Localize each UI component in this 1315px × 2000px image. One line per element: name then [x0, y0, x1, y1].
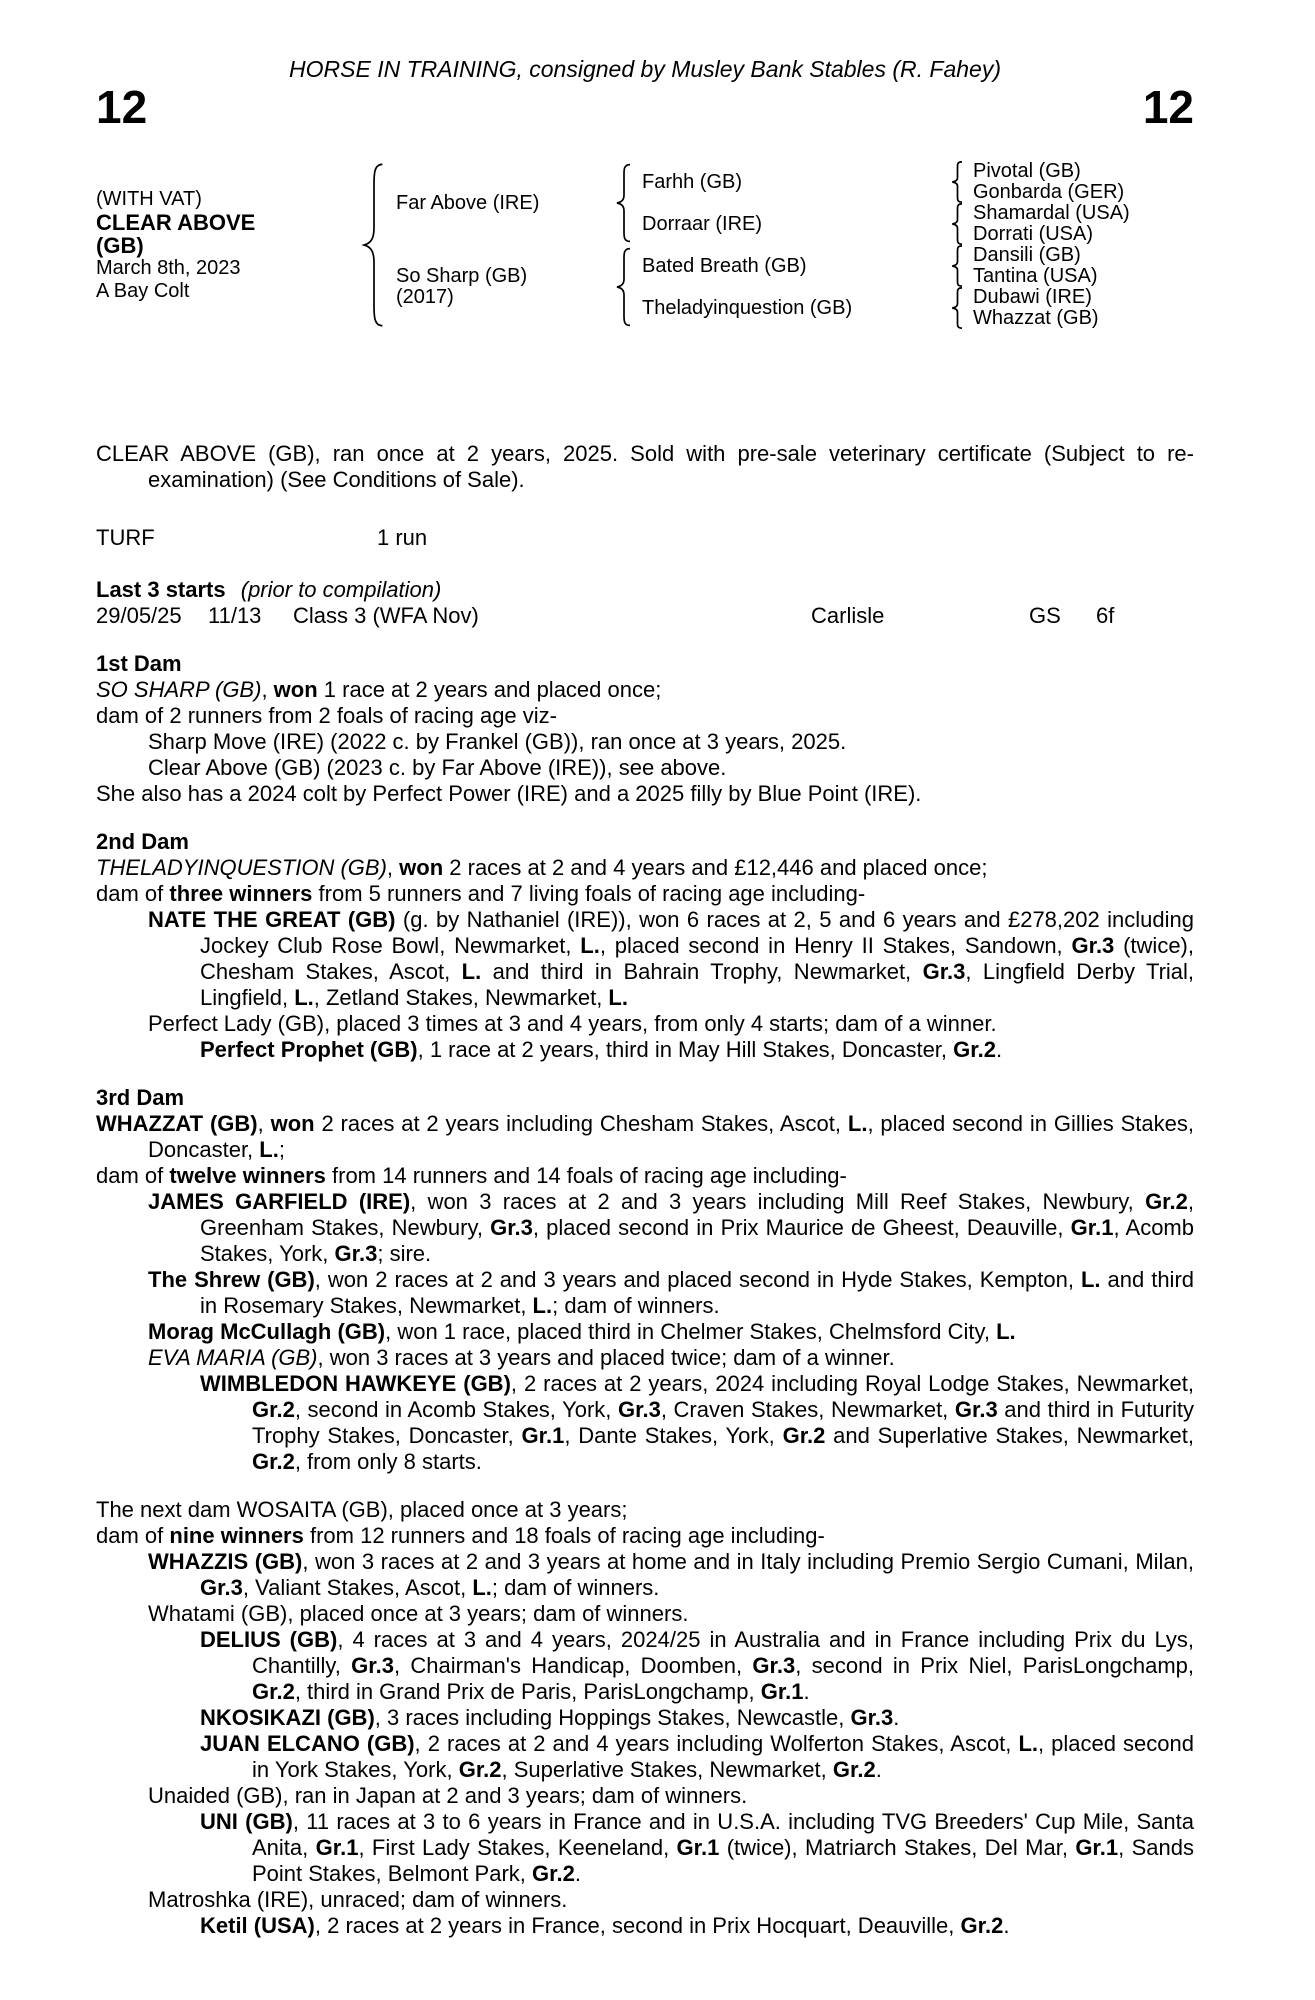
text-run: She also has a 2024 colt by Perfect Power (IRE) and a 2025 filly by Blue Point (IRE).	[96, 781, 922, 806]
text-run: Gr.2	[782, 1423, 826, 1448]
text-run: Gr.2	[953, 1037, 996, 1062]
text-run: Gr.3	[954, 1397, 998, 1422]
text-run: Clear Above (GB) (2023 c. by Far Above (IRE)), see above.	[148, 755, 727, 780]
paragraph	[96, 1319, 1194, 1345]
text-run: Gr.2	[532, 1861, 575, 1886]
text-run: and Superlative Stakes, Newmarket,	[825, 1423, 1194, 1448]
pedigree-sire	[396, 161, 606, 245]
text-run: ; dam of winners.	[552, 1293, 720, 1318]
paragraph	[96, 1267, 1194, 1319]
text-run: Perfect Prophet (GB)	[200, 1037, 418, 1062]
text-run: , Chairman's Handicap, Doomben,	[393, 1653, 753, 1678]
text-run: .	[803, 1679, 810, 1704]
text-run: ,	[261, 677, 274, 702]
text-run: , 2 races at 2 years in France, second in Prix Hocquart, Deauville,	[314, 1913, 961, 1938]
text-run: (twice), Chesham Stakes, Ascot,	[200, 933, 1194, 984]
text-run: nine winners	[169, 1523, 304, 1548]
text-run: , Sands Point Stakes, Belmont Park,	[252, 1835, 1194, 1886]
text-run: , Zetland Stakes, Newmarket,	[313, 985, 609, 1010]
race-distance: 6f	[1096, 603, 1115, 628]
text-run: DELIUS (GB)	[200, 1627, 338, 1652]
text-run: , placed second in Gillies Stakes, Doncaster,	[148, 1111, 1194, 1162]
text-run: , First Lady Stakes, Keeneland,	[358, 1835, 677, 1860]
text-run: Gr.3	[334, 1241, 378, 1266]
text-run: , second in Prix Niel, ParisLongchamp,	[795, 1653, 1194, 1678]
paragraph	[96, 1345, 1194, 1371]
text-run: Gr.1	[760, 1679, 804, 1704]
text-run: Unaided (GB), ran in Japan at 2 and 3 years; dam of winners.	[148, 1783, 748, 1808]
text-run: , 2 races at 2 years, 2024 including Royal Lodge Stakes, Newmarket,	[510, 1371, 1195, 1396]
paragraph	[96, 1163, 1194, 1189]
text-run: Gr.1	[521, 1423, 565, 1448]
paragraph	[96, 1037, 1194, 1063]
text-run: , 4 races at 3 and 4 years, 2024/25 in Australia and in France including Prix du Lys, Chantilly,	[252, 1627, 1194, 1678]
text-run: ,	[386, 855, 400, 880]
pedigree-ancestor: Tantina (USA)	[973, 265, 1098, 287]
lot-number-left: 12	[96, 81, 148, 133]
text-run: , Dante Stakes, York,	[564, 1423, 783, 1448]
paragraph	[96, 1497, 1194, 1523]
text-run: .	[995, 1037, 1003, 1062]
text-run: Morag McCullagh (GB)	[148, 1319, 386, 1344]
foaling-date: March 8th, 2023	[96, 256, 241, 279]
paragraph	[96, 441, 1194, 493]
text-run: L.	[996, 1319, 1016, 1344]
paragraph	[96, 729, 1194, 755]
runs-count: 1 run	[377, 525, 428, 550]
last-starts-heading: Last 3 starts	[96, 577, 226, 602]
text-run: L.	[1080, 1267, 1101, 1292]
pedigree-dam-sire: Bated Breath (GB)	[642, 254, 807, 277]
text-run: Gr.2	[1145, 1189, 1188, 1214]
pedigree-sire-dam: Dorraar (IRE)	[642, 212, 763, 235]
text-run: NKOSIKAZI (GB)	[200, 1705, 375, 1730]
text-run: (twice), Matriarch Stakes, Del Mar,	[719, 1835, 1076, 1860]
text-run: .	[574, 1861, 581, 1886]
text-run: , Craven Stakes, Newmarket,	[660, 1397, 955, 1422]
horse-name-suffix: (GB)	[96, 232, 144, 258]
pedigree-ancestor: Whazzat (GB)	[973, 307, 1099, 329]
text-run: Gr.3	[351, 1653, 394, 1678]
text-run: ;	[278, 1137, 285, 1162]
horse-description: A Bay Colt	[96, 279, 190, 302]
text-run: L.	[259, 1137, 279, 1162]
text-run: 3rd Dam	[96, 1085, 185, 1110]
text-run: from 5 runners and 7 living foals of racing age including-	[312, 881, 866, 906]
sire-name: Far Above (IRE)	[396, 191, 540, 214]
text-run: (g. by Nathaniel (IRE)), won 6 races at 2, 5 and 6 years and £278,202 including Jockey Club Rose Bowl, Newmarket,	[200, 907, 1194, 958]
lot-number-right: 12	[1142, 81, 1194, 133]
text-run: 2 races at 2 and 4 years and £12,446 and placed once;	[443, 855, 988, 880]
paragraph	[96, 1887, 1194, 1913]
paragraph	[96, 1111, 1194, 1163]
pedigree-brace-pair1-icon	[941, 161, 973, 203]
text-run: , won 2 races at 2 and 3 years and placed second in Hyde Stakes, Kempton,	[314, 1267, 1081, 1292]
text-run: ,	[257, 1111, 271, 1136]
paragraph	[96, 1731, 1194, 1783]
text-run: , placed second in Prix Maurice de Gheest, Deauville,	[532, 1215, 1071, 1240]
paragraph	[96, 1627, 1194, 1705]
race-position: 11/13	[208, 603, 262, 628]
text-run: dam of	[96, 1163, 170, 1188]
text-run: , second in Acomb Stakes, York,	[294, 1397, 618, 1422]
pedigree-brace-gen1-icon	[351, 161, 396, 329]
text-run: , 1 race at 2 years, third in May Hill Stakes, Doncaster,	[417, 1037, 954, 1062]
paragraph	[96, 1189, 1194, 1267]
pedigree-dam-dam: Theladyinquestion (GB)	[642, 296, 853, 319]
last-starts-heading-row	[96, 577, 1194, 603]
text-run: Gr.3	[850, 1705, 894, 1730]
text-run: , 11 races at 3 to 6 years in France and in U.S.A. including TVG Breeders' Cup Mile, Santa Anita,	[252, 1809, 1194, 1860]
paragraph	[96, 1913, 1194, 1939]
pedigree-sire-sire: Farhh (GB)	[642, 170, 743, 193]
paragraph	[96, 703, 1194, 729]
race-going: GS	[1029, 603, 1061, 628]
text-run: won	[273, 677, 318, 702]
text-run: Gr.3	[752, 1653, 796, 1678]
text-run: three winners	[169, 881, 313, 906]
pedigree-ancestor: Dorrati (USA)	[973, 223, 1094, 245]
text-run: UNI (GB)	[200, 1809, 293, 1834]
text-run: Gr.2	[252, 1449, 295, 1474]
text-run: , Greenham Stakes, Newbury,	[200, 1189, 1194, 1240]
text-run: Gr.1	[315, 1835, 359, 1860]
text-run: .	[1003, 1913, 1010, 1938]
text-run: , Superlative Stakes, Newmarket,	[501, 1757, 833, 1782]
text-run: Gr.3	[490, 1215, 533, 1240]
pedigree-ancestor: Dubawi (IRE)	[973, 286, 1092, 308]
text-run: JUAN ELCANO (GB)	[200, 1731, 415, 1756]
text-run: L.	[532, 1293, 553, 1318]
text-run: Gr.3	[1071, 933, 1115, 958]
text-run: THELADYINQUESTION (GB)	[96, 855, 387, 880]
paragraph	[96, 1371, 1194, 1475]
paragraph	[96, 1523, 1194, 1549]
text-run: , placed second in Henry II Stakes, Sandown,	[599, 933, 1072, 958]
text-run: from 12 runners and 18 foals of racing age including-	[303, 1523, 825, 1548]
text-run: Gr.2	[252, 1397, 295, 1422]
text-run: WHAZZIS (GB)	[148, 1549, 303, 1574]
pedigree-ancestor: Gonbarda (GER)	[973, 181, 1125, 203]
paragraph	[96, 881, 1194, 907]
race-course: Carlisle	[811, 603, 885, 628]
horse-name: CLEAR ABOVE	[96, 209, 256, 235]
text-run: Gr.2	[458, 1757, 502, 1782]
text-run: , from only 8 starts.	[294, 1449, 482, 1474]
pedigree-brace-pair4-icon	[941, 287, 973, 329]
text-run: NATE THE GREAT (GB)	[148, 907, 396, 932]
text-run: , won 3 races at 2 and 3 years including Mill Reef Stakes, Newbury,	[410, 1189, 1146, 1214]
text-run: won	[270, 1111, 315, 1136]
text-run: , won 3 races at 2 and 3 years at home and in Italy including Premio Sergio Cumani, Milan,	[302, 1549, 1195, 1574]
text-run: , placed second in York Stakes, York,	[252, 1731, 1194, 1782]
text-run: ; dam of winners.	[491, 1575, 660, 1600]
text-run: Matroshka (IRE), unraced; dam of winners.	[148, 1887, 568, 1912]
text-run: L.	[294, 985, 314, 1010]
paragraph	[96, 1705, 1194, 1731]
paragraph	[96, 855, 1194, 881]
race-date: 29/05/25	[96, 603, 182, 628]
text-run: SO SHARP (GB)	[96, 677, 262, 702]
text-run: and third in Futurity Trophy Stakes, Doncaster,	[252, 1397, 1194, 1448]
text-run: Perfect Lady (GB), placed 3 times at 3 and 4 years, from only 4 starts; dam of a winner.	[148, 1011, 997, 1036]
text-run: L.	[608, 985, 628, 1010]
text-run: Sharp Move (IRE) (2022 c. by Frankel (GB)), ran once at 3 years, 2025.	[148, 729, 847, 754]
text-run: L.	[461, 959, 482, 984]
text-run: L.	[847, 1111, 868, 1136]
text-run: from 14 runners and 14 foals of racing age including-	[325, 1163, 847, 1188]
text-run: dam of	[96, 1523, 170, 1548]
pedigree-ancestor: Pivotal (GB)	[973, 160, 1081, 182]
surface-summary-row	[96, 525, 1194, 551]
progeny-section	[96, 651, 1194, 1939]
dam-name: So Sharp (GB)	[396, 265, 528, 287]
horse-info-block	[96, 161, 351, 329]
paragraph	[96, 1809, 1194, 1887]
text-run: L.	[472, 1575, 492, 1600]
text-run: Gr.2	[832, 1757, 876, 1782]
lot-number-row	[96, 81, 1194, 133]
race-record-row	[96, 603, 1194, 629]
text-run: , Valiant Stakes, Ascot,	[242, 1575, 473, 1600]
vat-note: (WITH VAT)	[96, 187, 202, 210]
text-run: WIMBLEDON HAWKEYE (GB)	[200, 1371, 511, 1396]
text-run: Gr.2	[960, 1913, 1004, 1938]
text-run: dam of 2 runners from 2 foals of racing age viz-	[96, 703, 557, 728]
pedigree-ancestor: Dansili (GB)	[973, 244, 1081, 266]
pedigree-brace-pair3-icon	[941, 245, 973, 287]
text-run: Gr.2	[252, 1679, 295, 1704]
paragraph	[96, 781, 1194, 807]
text-run: WHAZZAT (GB)	[96, 1111, 258, 1136]
consignor-title: HORSE IN TRAINING, consigned by Musley Bank Stables (R. Fahey)	[289, 56, 1001, 82]
text-run: , won 1 race, placed third in Chelmer Stakes, Chelmsford City,	[385, 1319, 997, 1344]
paragraph	[96, 907, 1194, 1011]
text-run: , 2 races at 2 and 4 years including Wolferton Stakes, Ascot,	[414, 1731, 1019, 1756]
text-run: , Acomb Stakes, York,	[200, 1215, 1194, 1266]
text-run: The next dam WOSAITA (GB), placed once at 3 years;	[96, 1497, 628, 1522]
text-run: CLEAR ABOVE (GB), ran once at 2 years, 2025. Sold with pre-sale veterinary certificate (Subject to re-examination) (See Conditions of Sale).	[96, 441, 1194, 492]
text-run: , won 3 races at 3 years and placed twice; dam of a winner.	[317, 1345, 895, 1370]
text-run: Whatami (GB), placed once at 3 years; dam of winners.	[148, 1601, 689, 1626]
paragraph	[96, 677, 1194, 703]
text-run: Gr.3	[200, 1575, 243, 1600]
text-run: Ketil (USA)	[200, 1913, 315, 1938]
race-class: Class 3 (WFA Nov)	[293, 603, 479, 628]
text-run: .	[893, 1705, 900, 1730]
text-run: 1 race at 2 years and placed once;	[317, 677, 662, 702]
text-run: 2 races at 2 years including Chesham Stakes, Ascot,	[314, 1111, 848, 1136]
text-run: , 3 races including Hoppings Stakes, Newcastle,	[374, 1705, 851, 1730]
paragraph	[96, 1011, 1194, 1037]
dam-year: (2017)	[396, 286, 454, 308]
pedigree-brace-dam-icon	[606, 245, 642, 329]
text-run: 1st Dam	[96, 651, 182, 676]
text-run: The Shrew (GB)	[148, 1267, 315, 1292]
text-run: and third in Rosemary Stakes, Newmarket,	[200, 1267, 1194, 1318]
text-run: dam of	[96, 881, 170, 906]
last-starts-note: (prior to compilation)	[240, 577, 442, 602]
text-run: JAMES GARFIELD (IRE)	[148, 1189, 411, 1214]
pedigree-dam	[396, 245, 606, 329]
paragraph	[96, 1601, 1194, 1627]
paragraph	[96, 651, 1194, 677]
paragraph	[96, 1783, 1194, 1809]
text-run: Gr.3	[618, 1397, 661, 1422]
text-run: twelve winners	[169, 1163, 326, 1188]
text-run: ; sire.	[377, 1241, 432, 1266]
pedigree-brace-sire-icon	[606, 161, 642, 245]
text-run: Gr.1	[1070, 1215, 1114, 1240]
text-run: won	[399, 855, 444, 880]
pedigree-brace-pair2-icon	[941, 203, 973, 245]
text-run: , third in Grand Prix de Paris, ParisLongchamp,	[294, 1679, 761, 1704]
text-run: 2nd Dam	[96, 829, 189, 854]
text-run: L.	[1018, 1731, 1039, 1756]
text-run: Gr.1	[1075, 1835, 1119, 1860]
paragraph	[96, 1549, 1194, 1601]
text-run: EVA MARIA (GB)	[148, 1345, 318, 1370]
pedigree-table	[96, 161, 1194, 329]
text-run: L.	[580, 933, 600, 958]
pedigree-ancestor: Shamardal (USA)	[973, 202, 1130, 224]
paragraph	[96, 755, 1194, 781]
conditions-section	[96, 441, 1194, 493]
race-record-section	[96, 525, 1194, 629]
surface-label: TURF	[96, 525, 155, 550]
text-run: Gr.1	[676, 1835, 720, 1860]
paragraph	[96, 1085, 1194, 1111]
text-run: , Lingfield Derby Trial, Lingfield,	[200, 959, 1195, 1010]
paragraph	[96, 829, 1194, 855]
text-run: Gr.3	[922, 959, 966, 984]
text-run: and third in Bahrain Trophy, Newmarket,	[481, 959, 923, 984]
text-run: .	[875, 1757, 882, 1782]
